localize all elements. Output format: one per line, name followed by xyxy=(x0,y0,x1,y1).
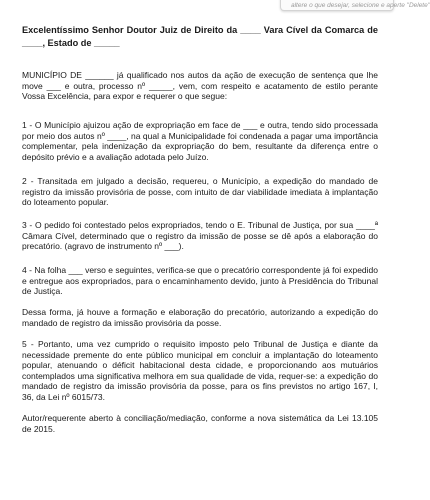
paragraph-mediation: Autor/requerente aberto à conciliação/mediação, conforme a nova sistemática da Lei 13.105 de 2015. xyxy=(22,413,378,434)
paragraph-item-1: 1 - O Município ajuizou ação de expropriação em face de ___ e outra, tendo sido processada por meio dos autos nº ____, na qual a Municipalidade foi condenada a pagar uma importância complementar, pela indenização da expropriação do bem, resultante da diferença entre o depósito prévio e a avaliação adotada pelo Juízo. xyxy=(22,120,378,162)
petition-heading: Excelentíssimo Senhor Doutor Juiz de Direito da ____ Vara Cível da Comarca de ____, Estado de _____ xyxy=(22,25,378,48)
paragraph-item-2: 2 - Transitada em julgado a decisão, requereu, o Município, a expedição do mandado de registro da imissão provisória de posse, com intuito de dar viabilidade imediata à implantação do loteamento popular. xyxy=(22,176,378,208)
paragraph-item-4: 4 - Na folha ___ verso e seguintes, verifica-se que o precatório correspondente já foi expedido e entregue aos expropriados, para o encaminhamento devido, junto à Presidência do Tribunal de Justiça. xyxy=(22,265,378,297)
paragraph-item-5: 5 - Portanto, uma vez cumprido o requisito imposto pelo Tribunal de Justiça e diante da necessidade premente do ente público municipal em concluir a implantação do loteamento popular, atenuando o déficit habitacional desta cidade, e proporcionando aos mutuários contemplados uma significativa melhora em sua qualidade de vida, requer-se: a expedição do mandado de registro da imissão provisória da posse, para os fins previstos no artigo 167, I, 36, da Lei nº 6015/73. xyxy=(22,339,378,402)
paragraph-intro: MUNICÍPIO DE ______ já qualificado nos autos da ação de execução de sentença que lhe move ___ e outra, processo nº _____, vem, com respeito e acatamento de estilo perante Vossa Excelência, para expor e requerer o que segue: xyxy=(22,70,378,102)
paragraph-conclusion: Dessa forma, já houve a formação e elaboração do precatório, autorizando a expedição do mandado de registro da imissão provisória da posse. xyxy=(22,307,378,328)
paragraph-item-3: 3 - O pedido foi contestado pelos expropriados, tendo o E. Tribunal de Justiça, por sua ____ª Câmara Cível, determinado que o registro da imissão de posse se dê após a elaboração do precatório. (agravo de instrumento nº ___). xyxy=(22,220,378,252)
editing-hint-note xyxy=(280,0,430,11)
editing-hint-text: altere o que desejar, selecione e aperte "Delete" xyxy=(291,2,430,9)
